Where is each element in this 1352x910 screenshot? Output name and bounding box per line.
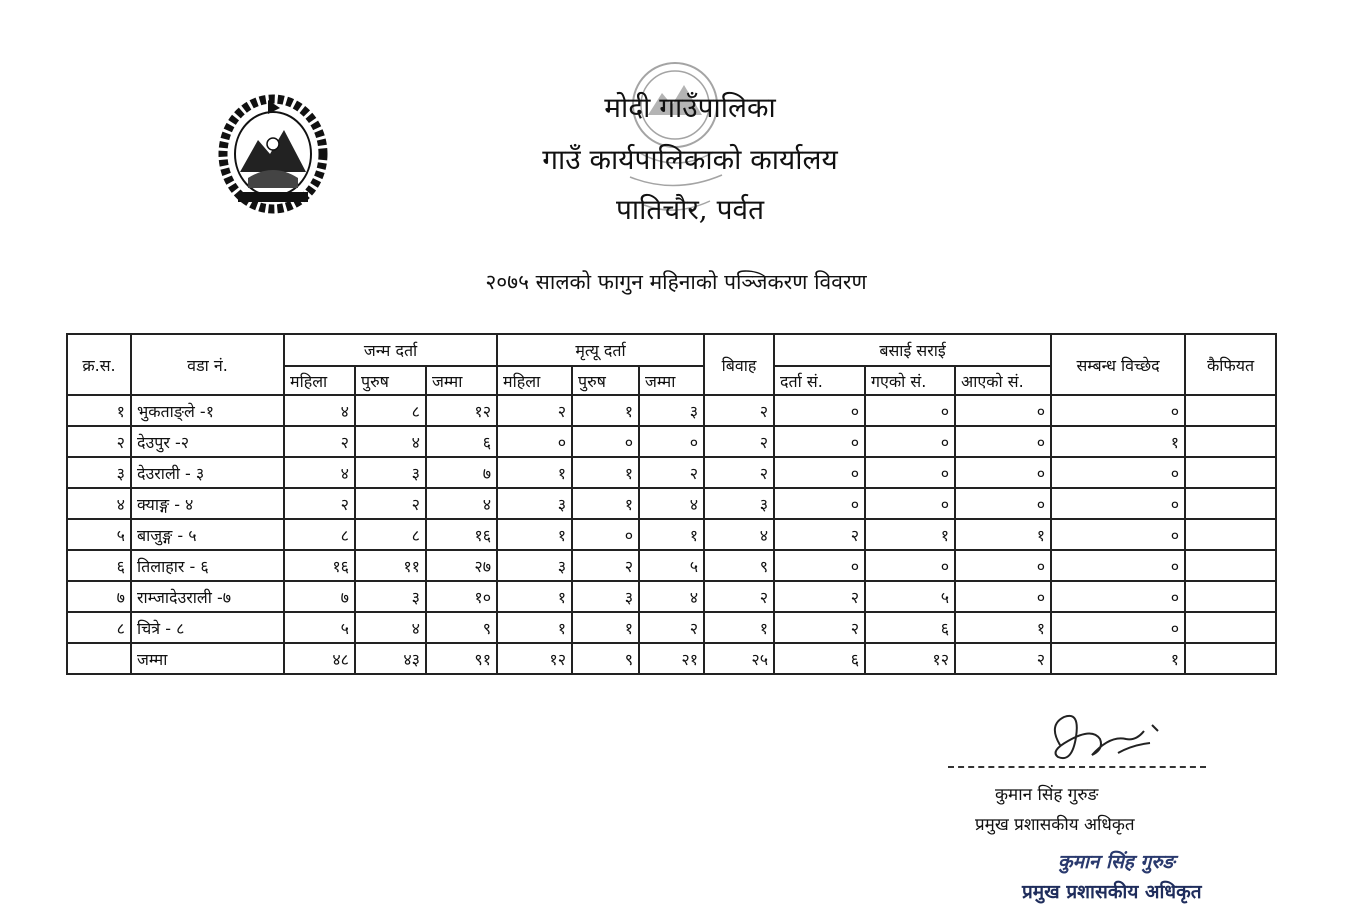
header-divorce: सम्बन्ध विच्छेद xyxy=(1051,334,1185,395)
header-birth-total: जम्मा xyxy=(426,366,497,395)
header-death-male: पुरुष xyxy=(572,366,639,395)
cell-birth-male: ३ xyxy=(355,457,426,488)
header-migration-arrived: आएको सं. xyxy=(955,366,1051,395)
cell-death-total: ४ xyxy=(639,488,704,519)
cell-divorce: १ xyxy=(1051,643,1185,674)
cell-migration-registered: ० xyxy=(774,395,865,426)
cell-divorce: ० xyxy=(1051,488,1185,519)
table-row xyxy=(67,488,1276,519)
table-total-row xyxy=(67,643,1276,674)
cell-migration-registered: ६ xyxy=(774,643,865,674)
cell-remarks xyxy=(1185,457,1276,488)
header-remarks: कैफियत xyxy=(1185,334,1276,395)
cell-birth-total: १० xyxy=(426,581,497,612)
cell-birth-male: ३ xyxy=(355,581,426,612)
cell-sn: २ xyxy=(67,426,131,457)
cell-birth-female: ८ xyxy=(284,519,355,550)
cell-death-female: १ xyxy=(497,519,572,550)
cell-divorce: ० xyxy=(1051,519,1185,550)
rubber-stamp-position: प्रमुख प्रशासकीय अधिकृत xyxy=(1022,881,1202,903)
table-row xyxy=(67,581,1276,612)
signatory-position: प्रमुख प्रशासकीय अधिकृत xyxy=(975,815,1135,835)
cell-birth-female: ७ xyxy=(284,581,355,612)
cell-birth-total: ४ xyxy=(426,488,497,519)
cell-marriage: २ xyxy=(704,457,774,488)
cell-birth-male: ८ xyxy=(355,395,426,426)
cell-migration-registered: ० xyxy=(774,488,865,519)
cell-ward: देउराली - ३ xyxy=(131,457,284,488)
cell-marriage: ९ xyxy=(704,550,774,581)
cell-sn xyxy=(67,643,131,674)
cell-death-male: १ xyxy=(572,488,639,519)
cell-birth-female: ४ xyxy=(284,395,355,426)
cell-migration-registered: ० xyxy=(774,550,865,581)
cell-death-male: २ xyxy=(572,550,639,581)
cell-birth-male: ४३ xyxy=(355,643,426,674)
header-death-female: महिला xyxy=(497,366,572,395)
cell-remarks xyxy=(1185,519,1276,550)
cell-ward: क्याङ्ग - ४ xyxy=(131,488,284,519)
cell-death-female: १२ xyxy=(497,643,572,674)
cell-migration-departed: ६ xyxy=(865,612,955,643)
cell-migration-arrived: ० xyxy=(955,550,1051,581)
header-marriage: बिवाह xyxy=(704,334,774,395)
table-row xyxy=(67,550,1276,581)
cell-migration-departed: ० xyxy=(865,426,955,457)
cell-migration-departed: १२ xyxy=(865,643,955,674)
cell-ward: राम्जादेउराली -७ xyxy=(131,581,284,612)
cell-ward: भुकताङ्ले -१ xyxy=(131,395,284,426)
cell-total-label: जम्मा xyxy=(131,643,284,674)
cell-migration-registered: ० xyxy=(774,457,865,488)
cell-death-female: १ xyxy=(497,612,572,643)
cell-birth-total: ६ xyxy=(426,426,497,457)
cell-death-female: ० xyxy=(497,426,572,457)
cell-marriage: २५ xyxy=(704,643,774,674)
cell-remarks xyxy=(1185,550,1276,581)
cell-divorce: ० xyxy=(1051,612,1185,643)
handwritten-signature xyxy=(1040,705,1170,775)
cell-marriage: २ xyxy=(704,581,774,612)
cell-migration-arrived: ० xyxy=(955,395,1051,426)
cell-remarks xyxy=(1185,488,1276,519)
cell-death-total: ३ xyxy=(639,395,704,426)
cell-death-total: ५ xyxy=(639,550,704,581)
header-migration-departed: गएको सं. xyxy=(865,366,955,395)
cell-birth-male: ११ xyxy=(355,550,426,581)
cell-death-male: ९ xyxy=(572,643,639,674)
cell-birth-female: ५ xyxy=(284,612,355,643)
cell-birth-total: ९ xyxy=(426,612,497,643)
cell-birth-female: २ xyxy=(284,426,355,457)
cell-death-total: २ xyxy=(639,612,704,643)
cell-death-total: १ xyxy=(639,519,704,550)
office-name: मोदी गाउँपालिका xyxy=(604,91,776,124)
cell-migration-arrived: १ xyxy=(955,519,1051,550)
cell-migration-departed: ० xyxy=(865,488,955,519)
cell-marriage: २ xyxy=(704,426,774,457)
cell-divorce: ० xyxy=(1051,581,1185,612)
cell-divorce: ० xyxy=(1051,395,1185,426)
cell-migration-registered: ० xyxy=(774,426,865,457)
cell-migration-departed: ० xyxy=(865,550,955,581)
cell-migration-arrived: ० xyxy=(955,426,1051,457)
cell-marriage: ३ xyxy=(704,488,774,519)
signatory-name: कुमान सिंह गुरुङ xyxy=(995,785,1099,805)
table-row xyxy=(67,457,1276,488)
table-row xyxy=(67,395,1276,426)
header-migration: बसाई सराई xyxy=(774,334,1051,366)
cell-migration-arrived: ० xyxy=(955,457,1051,488)
cell-birth-total: २७ xyxy=(426,550,497,581)
cell-birth-male: ४ xyxy=(355,612,426,643)
cell-birth-female: २ xyxy=(284,488,355,519)
cell-death-male: १ xyxy=(572,395,639,426)
cell-death-female: ३ xyxy=(497,550,572,581)
cell-migration-registered: २ xyxy=(774,612,865,643)
cell-birth-total: ७ xyxy=(426,457,497,488)
cell-remarks xyxy=(1185,426,1276,457)
cell-migration-registered: २ xyxy=(774,581,865,612)
cell-death-male: ० xyxy=(572,426,639,457)
cell-migration-departed: ० xyxy=(865,395,955,426)
cell-remarks xyxy=(1185,643,1276,674)
cell-death-total: ४ xyxy=(639,581,704,612)
cell-divorce: ० xyxy=(1051,457,1185,488)
header-ward: वडा नं. xyxy=(131,334,284,395)
cell-remarks xyxy=(1185,612,1276,643)
cell-death-male: १ xyxy=(572,457,639,488)
cell-death-male: ० xyxy=(572,519,639,550)
table-row xyxy=(67,426,1276,457)
cell-birth-male: ४ xyxy=(355,426,426,457)
cell-sn: ६ xyxy=(67,550,131,581)
cell-remarks xyxy=(1185,581,1276,612)
header-death-total: जम्मा xyxy=(639,366,704,395)
cell-death-female: १ xyxy=(497,457,572,488)
cell-death-female: ३ xyxy=(497,488,572,519)
cell-death-male: ३ xyxy=(572,581,639,612)
header-migration-registered: दर्ता सं. xyxy=(774,366,865,395)
cell-ward: चित्रे - ८ xyxy=(131,612,284,643)
cell-death-female: १ xyxy=(497,581,572,612)
signature-line xyxy=(948,766,1206,768)
cell-death-total: २ xyxy=(639,457,704,488)
cell-sn: ८ xyxy=(67,612,131,643)
cell-birth-male: २ xyxy=(355,488,426,519)
cell-death-total: ० xyxy=(639,426,704,457)
cell-divorce: ० xyxy=(1051,550,1185,581)
header-sn: क्र.स. xyxy=(67,334,131,395)
cell-migration-arrived: १ xyxy=(955,612,1051,643)
cell-birth-female: १६ xyxy=(284,550,355,581)
header-birth-male: पुरुष xyxy=(355,366,426,395)
cell-birth-total: १२ xyxy=(426,395,497,426)
cell-migration-departed: ५ xyxy=(865,581,955,612)
cell-ward: बाजुङ्ग - ५ xyxy=(131,519,284,550)
table-row xyxy=(67,519,1276,550)
cell-birth-male: ८ xyxy=(355,519,426,550)
cell-ward: देउपुर -२ xyxy=(131,426,284,457)
rubber-stamp-name: कुमान सिंह गुरुङ xyxy=(1058,851,1175,873)
cell-birth-female: ४ xyxy=(284,457,355,488)
header-birth-female: महिला xyxy=(284,366,355,395)
cell-birth-female: ४८ xyxy=(284,643,355,674)
cell-marriage: २ xyxy=(704,395,774,426)
cell-migration-arrived: ० xyxy=(955,488,1051,519)
cell-sn: ३ xyxy=(67,457,131,488)
cell-migration-departed: ० xyxy=(865,457,955,488)
office-address: पातिचौर, पर्वत xyxy=(615,193,765,226)
office-subtitle: गाउँ कार्यपालिकाको कार्यालय xyxy=(542,143,838,176)
registration-table xyxy=(66,333,1277,675)
cell-death-total: २१ xyxy=(639,643,704,674)
cell-sn: ७ xyxy=(67,581,131,612)
cell-sn: ५ xyxy=(67,519,131,550)
cell-sn: १ xyxy=(67,395,131,426)
cell-migration-arrived: २ xyxy=(955,643,1051,674)
table-row xyxy=(67,612,1276,643)
cell-birth-total: ९१ xyxy=(426,643,497,674)
report-title: २०७५ सालको फागुन महिनाको पञ्जिकरण विवरण xyxy=(485,270,867,294)
cell-marriage: ४ xyxy=(704,519,774,550)
cell-migration-departed: १ xyxy=(865,519,955,550)
cell-sn: ४ xyxy=(67,488,131,519)
header-death: मृत्यू दर्ता xyxy=(497,334,704,366)
cell-migration-arrived: ० xyxy=(955,581,1051,612)
cell-ward: तिलाहार - ६ xyxy=(131,550,284,581)
cell-birth-total: १६ xyxy=(426,519,497,550)
cell-divorce: १ xyxy=(1051,426,1185,457)
cell-marriage: १ xyxy=(704,612,774,643)
cell-death-female: २ xyxy=(497,395,572,426)
cell-remarks xyxy=(1185,395,1276,426)
cell-death-male: १ xyxy=(572,612,639,643)
header-birth: जन्म दर्ता xyxy=(284,334,497,366)
table-header-row-1 xyxy=(67,334,1276,366)
cell-migration-registered: २ xyxy=(774,519,865,550)
